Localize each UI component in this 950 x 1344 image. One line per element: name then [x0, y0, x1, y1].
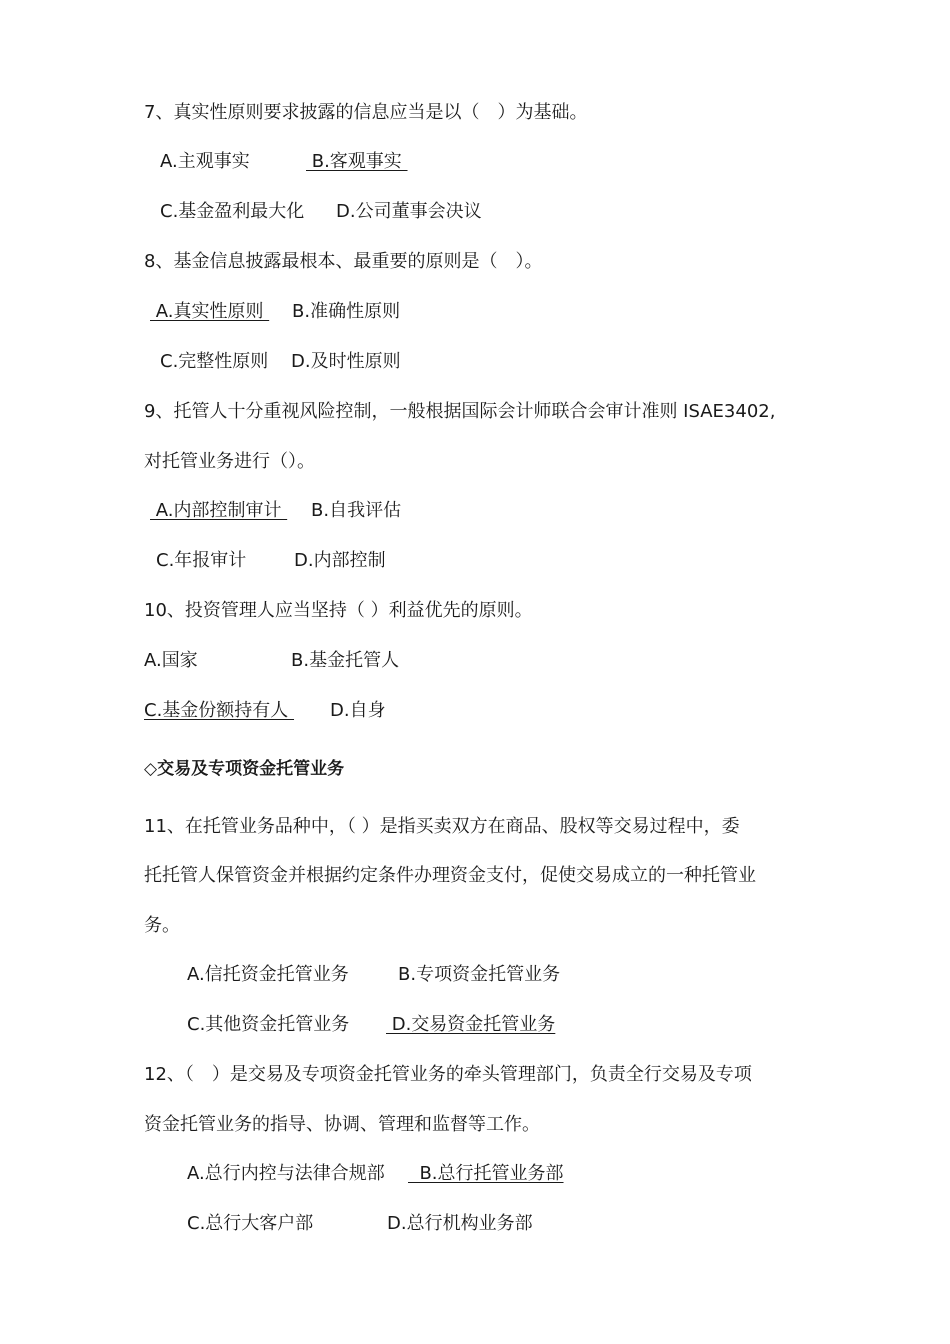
question-7-stem: 7、真实性原则要求披露的信息应当是以（ ）为基础。: [144, 102, 588, 123]
question-12-option-a: A.总行内控与法律合规部: [187, 1163, 385, 1184]
question-10-stem: 10、投资管理人应当坚持（ ）利益优先的原则。: [144, 600, 533, 621]
question-8-option-d: D.及时性原则: [291, 351, 401, 372]
question-10-option-b: B.基金托管人: [291, 650, 400, 671]
question-11-stem-line-2: 托托管人保管资金并根据约定条件办理资金支付，促使交易成立的一种托管业: [144, 865, 756, 886]
question-11-option-b: B.专项资金托管业务: [398, 964, 561, 985]
question-12-option-b-answer: B.总行托管业务部: [408, 1163, 564, 1184]
question-12-option-d: D.总行机构业务部: [387, 1213, 533, 1234]
question-11-option-c: C.其他资金托管业务: [187, 1014, 350, 1035]
question-12-option-c: C.总行大客户部: [187, 1213, 314, 1234]
question-12-stem-line-1: 12、（ ）是交易及专项资金托管业务的牵头管理部门，负责全行交易及专项: [144, 1064, 752, 1085]
question-8-option-b: B.准确性原则: [292, 301, 401, 322]
question-8-option-a-answer: A.真实性原则: [150, 301, 270, 322]
question-12-stem-line-2: 资金托管业务的指导、协调、管理和监督等工作。: [144, 1114, 540, 1135]
question-7-option-a: A.主观事实: [160, 151, 250, 172]
question-7-option-b-answer: B.客观事实: [306, 151, 408, 172]
question-10-option-d: D.自身: [330, 700, 386, 721]
question-11-option-d-answer: D.交易资金托管业务: [386, 1014, 556, 1035]
question-10-option-c-answer: C.基金份额持有人: [144, 700, 295, 721]
question-9-option-a-answer: A.内部控制审计: [150, 500, 288, 521]
section-heading: ◇交易及专项资金托管业务: [144, 759, 345, 779]
question-10-option-a: A.国家: [144, 650, 198, 671]
question-8-stem: 8、基金信息披露最根本、最重要的原则是（ ）。: [144, 251, 543, 272]
question-8-option-c: C.完整性原则: [160, 351, 269, 372]
question-9-option-d: D.内部控制: [294, 550, 386, 571]
question-11-stem-line-1: 11、在托管业务品种中，（ ）是指买卖双方在商品、股权等交易过程中，委: [144, 816, 740, 837]
question-7-option-c: C.基金盈利最大化: [160, 201, 305, 222]
question-9-option-b: B.自我评估: [311, 500, 402, 521]
question-9-stem-line-1: 9、托管人十分重视风险控制，一般根据国际会计师联合会审计准则 ISAE3402,: [144, 401, 776, 422]
question-7-option-d: D.公司董事会决议: [336, 201, 482, 222]
question-9-option-c: C.年报审计: [156, 550, 247, 571]
question-11-option-a: A.信托资金托管业务: [187, 964, 349, 985]
question-9-stem-line-2: 对托管业务进行（）。: [144, 451, 315, 472]
question-11-stem-line-3: 务。: [144, 915, 180, 936]
